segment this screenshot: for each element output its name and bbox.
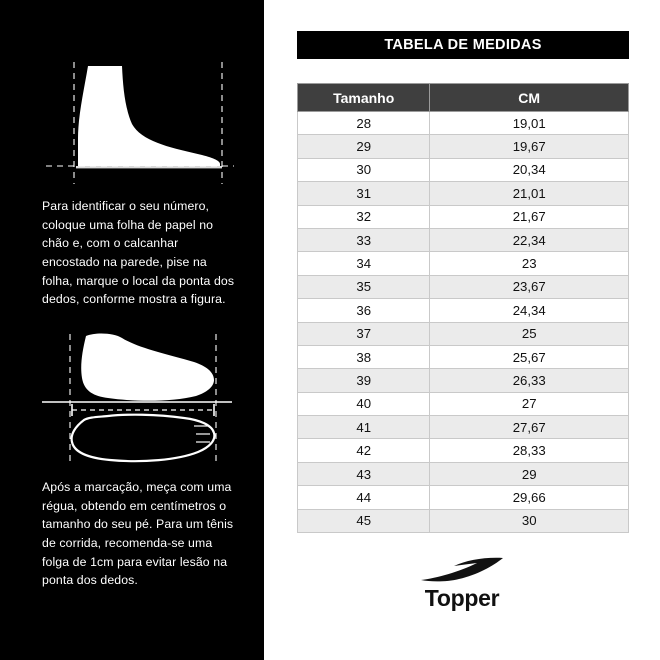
cell-cm: 26,33 bbox=[430, 369, 629, 392]
cell-size: 31 bbox=[298, 182, 430, 205]
cell-size: 38 bbox=[298, 345, 430, 368]
cell-cm: 25 bbox=[430, 322, 629, 345]
table-row bbox=[298, 252, 629, 275]
cell-cm: 19,01 bbox=[430, 112, 629, 135]
table-row bbox=[298, 275, 629, 298]
cell-size: 44 bbox=[298, 486, 430, 509]
foot-side-view-with-ruler-diagram bbox=[26, 58, 238, 188]
cell-size: 28 bbox=[298, 112, 430, 135]
table-row bbox=[298, 112, 629, 135]
column-header-size: Tamanho bbox=[298, 84, 430, 112]
cell-cm: 29 bbox=[430, 462, 629, 485]
cell-size: 32 bbox=[298, 205, 430, 228]
cell-size: 34 bbox=[298, 252, 430, 275]
cell-cm: 25,67 bbox=[430, 345, 629, 368]
cell-size: 36 bbox=[298, 299, 430, 322]
table-row bbox=[298, 439, 629, 462]
instructions-panel bbox=[0, 0, 264, 660]
cell-cm: 29,66 bbox=[430, 486, 629, 509]
cell-cm: 24,34 bbox=[430, 299, 629, 322]
table-row bbox=[298, 205, 629, 228]
table-row bbox=[298, 369, 629, 392]
table-row bbox=[298, 299, 629, 322]
size-table bbox=[297, 83, 629, 533]
table-row bbox=[298, 322, 629, 345]
brand-name: Topper bbox=[424, 585, 500, 611]
table-row bbox=[298, 228, 629, 251]
cell-size: 30 bbox=[298, 158, 430, 181]
instruction-text-1: Para identificar o seu número, coloque uma folha de papel no chão e, com o calcanhar encostado na parede, pise na folha, marque o local da ponta dos dedos, conforme mostra a figura. bbox=[42, 199, 235, 307]
table-row bbox=[298, 486, 629, 509]
page-title: TABELA DE MEDIDAS bbox=[297, 31, 629, 59]
cell-size: 40 bbox=[298, 392, 430, 415]
table-row bbox=[298, 462, 629, 485]
cell-size: 42 bbox=[298, 439, 430, 462]
cell-cm: 20,34 bbox=[430, 158, 629, 181]
brand-logo bbox=[264, 556, 660, 612]
table-row bbox=[298, 509, 629, 532]
cell-size: 33 bbox=[298, 228, 430, 251]
cell-cm: 30 bbox=[430, 509, 629, 532]
foot-top-view-measurement-diagram bbox=[26, 330, 238, 470]
table-row bbox=[298, 392, 629, 415]
cell-cm: 19,67 bbox=[430, 135, 629, 158]
cell-size: 39 bbox=[298, 369, 430, 392]
size-table-panel bbox=[264, 0, 660, 660]
cell-cm: 22,34 bbox=[430, 228, 629, 251]
cell-size: 35 bbox=[298, 275, 430, 298]
cell-size: 29 bbox=[298, 135, 430, 158]
cell-cm: 21,67 bbox=[430, 205, 629, 228]
cell-size: 37 bbox=[298, 322, 430, 345]
cell-cm: 28,33 bbox=[430, 439, 629, 462]
topper-swoosh-icon bbox=[419, 556, 505, 584]
cell-size: 43 bbox=[298, 462, 430, 485]
table-row bbox=[298, 135, 629, 158]
column-header-cm: CM bbox=[430, 84, 629, 112]
cell-cm: 23 bbox=[430, 252, 629, 275]
cell-cm: 27,67 bbox=[430, 416, 629, 439]
table-row bbox=[298, 345, 629, 368]
cell-cm: 27 bbox=[430, 392, 629, 415]
cell-size: 45 bbox=[298, 509, 430, 532]
table-row bbox=[298, 416, 629, 439]
instruction-text-2: Após a marcação, meça com uma régua, obtendo em centímetros o tamanho do seu pé. Para um tênis de corrida, recomenda-se uma folga de 1cm para evitar lesão na ponta dos dedos. bbox=[42, 480, 234, 588]
table-header-row bbox=[298, 84, 629, 112]
table-row bbox=[298, 182, 629, 205]
cell-cm: 21,01 bbox=[430, 182, 629, 205]
table-row bbox=[298, 158, 629, 181]
cell-cm: 23,67 bbox=[430, 275, 629, 298]
cell-size: 41 bbox=[298, 416, 430, 439]
